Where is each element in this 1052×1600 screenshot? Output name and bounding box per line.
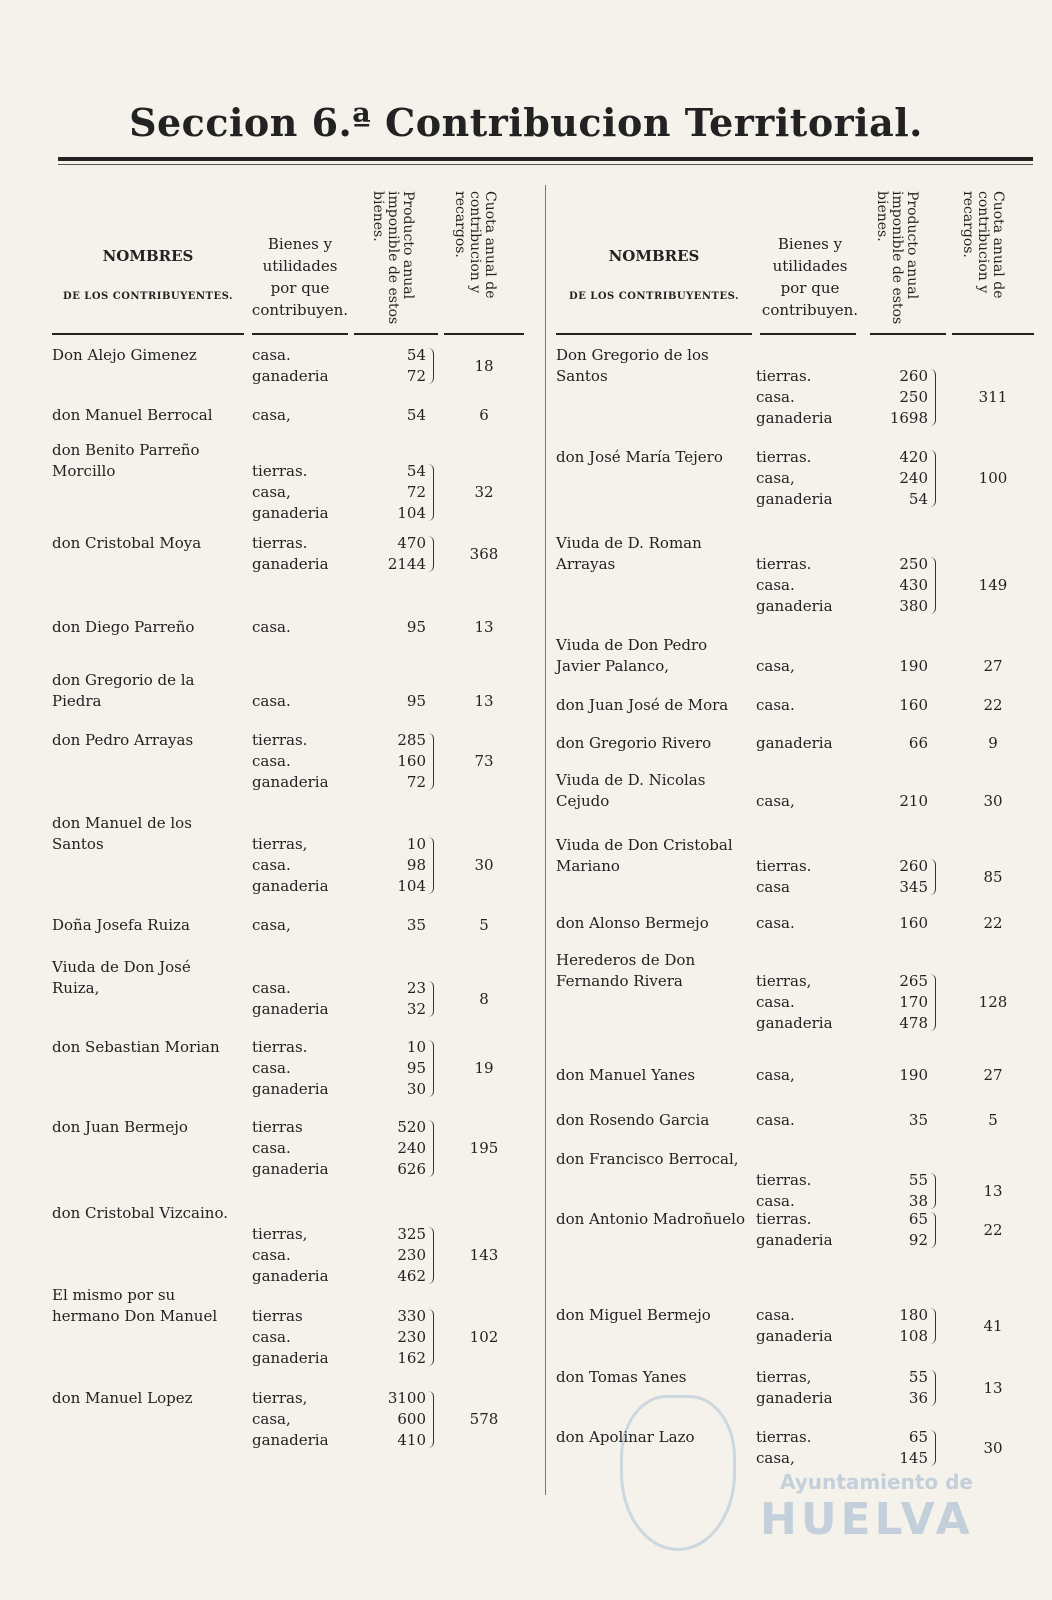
bien-label: ganaderia bbox=[252, 1349, 329, 1367]
bien-label: casa. bbox=[756, 576, 795, 594]
bienes-list bbox=[252, 345, 428, 387]
cuota-value: 195 bbox=[469, 1139, 499, 1157]
header-producto: Producto anual imponible de estos bienes. bbox=[874, 191, 920, 325]
bien-label: ganaderia bbox=[252, 773, 329, 791]
contributor-name: don Apolinar Lazo bbox=[556, 1428, 695, 1446]
brace-mark bbox=[930, 974, 936, 1031]
brace-mark bbox=[930, 450, 936, 507]
bien-label: casa, bbox=[252, 406, 291, 424]
cuota-value: 19 bbox=[474, 1059, 494, 1077]
cuota-value: 143 bbox=[469, 1246, 499, 1264]
producto-value: 54 bbox=[406, 406, 426, 424]
contributor-name: Viuda de Don Pedro Javier Palanco, bbox=[556, 636, 712, 675]
producto-value: 260 bbox=[899, 367, 928, 385]
bien-label: ganaderia bbox=[252, 1267, 329, 1285]
cuota-value: 311 bbox=[978, 388, 1008, 406]
bien-label: casa, bbox=[252, 1410, 291, 1428]
bien-label: tierras, bbox=[756, 1368, 812, 1386]
producto-value: 230 bbox=[397, 1328, 426, 1346]
header-underline bbox=[556, 333, 752, 335]
bien-label: tierras. bbox=[756, 555, 812, 573]
cuota-value: 128 bbox=[978, 993, 1008, 1011]
producto-value: 420 bbox=[899, 448, 928, 466]
bienes-list bbox=[756, 1065, 930, 1086]
cuota-value: 32 bbox=[474, 483, 494, 501]
bien-label: tierras bbox=[252, 1118, 303, 1136]
cuota-value: 6 bbox=[479, 406, 489, 424]
bien-label: tierras. bbox=[756, 448, 812, 466]
bienes-list bbox=[756, 695, 930, 716]
producto-value: 95 bbox=[406, 692, 426, 710]
bien-label: ganaderia bbox=[252, 1000, 329, 1018]
contributor-name: don Pedro Arrayas bbox=[52, 731, 194, 749]
producto-value: 54 bbox=[908, 490, 928, 508]
brace-mark bbox=[428, 1120, 434, 1177]
header-underline bbox=[870, 333, 946, 335]
cuota-value: 85 bbox=[983, 867, 1003, 886]
header-underline bbox=[354, 333, 438, 335]
contributor-name: don Juan José de Mora bbox=[556, 696, 729, 714]
seal-logo bbox=[620, 1395, 736, 1551]
bien-label: ganaderia bbox=[756, 490, 833, 508]
bienes-list bbox=[756, 366, 930, 429]
bien-label: casa, bbox=[756, 1066, 795, 1084]
brace-mark bbox=[930, 1212, 936, 1248]
contributor-name: don Sebastian Morian bbox=[52, 1038, 220, 1056]
bien-label: casa. bbox=[756, 1192, 795, 1210]
bien-label: casa. bbox=[252, 692, 291, 710]
producto-value: 92 bbox=[908, 1231, 928, 1249]
brace-mark bbox=[930, 1370, 936, 1406]
bien-label: tierras. bbox=[756, 1171, 812, 1189]
producto-value: 325 bbox=[397, 1225, 426, 1243]
title-rule-thin bbox=[58, 164, 1033, 165]
bien-label: tierras, bbox=[252, 1225, 308, 1243]
cuota-value: 30 bbox=[983, 1438, 1003, 1457]
producto-value: 55 bbox=[908, 1368, 928, 1386]
bienes-list bbox=[756, 971, 930, 1034]
bien-label: ganaderia bbox=[756, 1231, 833, 1249]
producto-value: 10 bbox=[406, 1038, 426, 1056]
watermark-logo bbox=[760, 1470, 974, 1545]
header-underline bbox=[252, 333, 348, 335]
brace-mark bbox=[428, 464, 434, 521]
bien-label: ganaderia bbox=[756, 734, 833, 752]
cuota-value: 73 bbox=[474, 752, 494, 770]
producto-value: 36 bbox=[908, 1389, 928, 1407]
producto-value: 162 bbox=[397, 1349, 426, 1367]
bien-label: ganaderia bbox=[252, 877, 329, 895]
bien-label: casa. bbox=[252, 1059, 291, 1077]
header-cuota: Cuota anual de contribucion y recargos. bbox=[960, 191, 1006, 299]
producto-value: 2144 bbox=[387, 555, 426, 573]
contributor-name: don José María Tejero bbox=[556, 448, 723, 466]
header-cuota: Cuota anual de contribucion y recargos. bbox=[452, 191, 498, 299]
producto-value: 66 bbox=[908, 734, 928, 752]
producto-value: 330 bbox=[397, 1307, 426, 1325]
contributor-name: don Diego Parreño bbox=[52, 618, 195, 636]
producto-value: 95 bbox=[406, 618, 426, 636]
producto-value: 72 bbox=[406, 773, 426, 791]
contributor-name: Don Gregorio de los Santos bbox=[556, 346, 714, 385]
bien-label: ganaderia bbox=[756, 1389, 833, 1407]
producto-value: 190 bbox=[899, 1066, 928, 1084]
bienes-list bbox=[252, 1117, 428, 1180]
bien-label: casa. bbox=[252, 618, 291, 636]
cuota-value: 5 bbox=[479, 916, 489, 934]
cuota-value: 368 bbox=[469, 544, 499, 563]
producto-value: 210 bbox=[899, 792, 928, 810]
brace-mark bbox=[428, 981, 434, 1017]
brace-mark bbox=[930, 859, 936, 895]
bien-label: tierras, bbox=[756, 972, 812, 990]
cuota-value: 8 bbox=[479, 989, 489, 1008]
contributor-name: don Cristobal Moya bbox=[52, 534, 202, 552]
cuota-value: 27 bbox=[983, 657, 1003, 675]
page-title: Seccion 6.ª Contribucion Territorial. bbox=[129, 100, 923, 145]
cuota-value: 22 bbox=[983, 914, 1003, 932]
bienes-list bbox=[252, 1306, 428, 1369]
bienes-list bbox=[756, 656, 930, 677]
bien-label: casa. bbox=[252, 979, 291, 997]
bien-label: ganaderia bbox=[756, 409, 833, 427]
bien-label: casa. bbox=[756, 993, 795, 1011]
bien-label: casa bbox=[756, 878, 790, 896]
bienes-list bbox=[756, 1427, 930, 1469]
contributor-name: don Benito Parreño Morcillo bbox=[52, 441, 205, 480]
contributor-name: Doña Josefa Ruiza bbox=[52, 916, 190, 934]
bien-label: tierras. bbox=[756, 1428, 812, 1446]
cuota-value: 102 bbox=[469, 1328, 499, 1346]
bien-label: casa. bbox=[756, 914, 795, 932]
bien-label: tierras. bbox=[756, 857, 812, 875]
producto-value: 160 bbox=[397, 752, 426, 770]
producto-value: 65 bbox=[908, 1428, 928, 1446]
contributor-name: don Gregorio de la Piedra bbox=[52, 671, 200, 710]
producto-value: 95 bbox=[406, 1059, 426, 1077]
brace-mark bbox=[930, 1173, 936, 1209]
producto-value: 104 bbox=[397, 877, 426, 895]
bien-label: casa, bbox=[252, 483, 291, 501]
producto-value: 265 bbox=[899, 972, 928, 990]
brace-mark bbox=[930, 557, 936, 614]
producto-value: 520 bbox=[397, 1118, 426, 1136]
producto-value: 72 bbox=[406, 367, 426, 385]
cuota-value: 27 bbox=[983, 1066, 1003, 1084]
producto-value: 160 bbox=[899, 696, 928, 714]
producto-value: 230 bbox=[397, 1246, 426, 1264]
bien-label: casa, bbox=[756, 1449, 795, 1467]
contributor-name: don Juan Bermejo bbox=[52, 1118, 188, 1136]
header-bienes: Bienes y utilidades por que contribuyen. bbox=[251, 235, 349, 319]
producto-value: 626 bbox=[397, 1160, 426, 1178]
table-header bbox=[556, 185, 1034, 335]
bien-label: casa. bbox=[252, 1246, 291, 1264]
watermark-line2: HUELVA bbox=[760, 1494, 974, 1545]
bien-label: tierras, bbox=[252, 1389, 308, 1407]
right-table bbox=[556, 185, 1034, 1467]
contributor-name: don Gregorio Rivero bbox=[556, 734, 712, 752]
producto-value: 160 bbox=[899, 914, 928, 932]
cuota-value: 13 bbox=[474, 692, 494, 710]
brace-mark bbox=[930, 1308, 936, 1344]
header-bienes: Bienes y utilidades por que contribuyen. bbox=[761, 235, 859, 319]
bien-label: tierras. bbox=[756, 367, 812, 385]
bien-label: ganaderia bbox=[252, 1080, 329, 1098]
producto-value: 240 bbox=[397, 1139, 426, 1157]
bien-label: tierras, bbox=[252, 835, 308, 853]
bien-label: casa. bbox=[252, 1328, 291, 1346]
header-names-label: NOMBRES bbox=[102, 247, 194, 265]
brace-mark bbox=[930, 369, 936, 426]
bienes-list bbox=[756, 913, 930, 934]
bien-label: tierras. bbox=[252, 1038, 308, 1056]
producto-value: 35 bbox=[908, 1111, 928, 1129]
producto-value: 10 bbox=[406, 835, 426, 853]
producto-value: 345 bbox=[899, 878, 928, 896]
brace-mark bbox=[930, 1430, 936, 1466]
cuota-value: 13 bbox=[983, 1181, 1003, 1200]
bienes-list bbox=[252, 691, 428, 712]
producto-value: 104 bbox=[397, 504, 426, 522]
bienes-list bbox=[252, 1224, 428, 1287]
bien-label: ganaderia bbox=[252, 1431, 329, 1449]
header-names bbox=[52, 247, 244, 302]
producto-value: 250 bbox=[899, 388, 928, 406]
cuota-value: 30 bbox=[983, 792, 1003, 810]
bienes-list bbox=[252, 461, 428, 524]
brace-mark bbox=[428, 1040, 434, 1097]
producto-value: 380 bbox=[899, 597, 928, 615]
producto-value: 65 bbox=[908, 1210, 928, 1228]
bien-label: ganaderia bbox=[252, 1160, 329, 1178]
contributor-name: Viuda de D. Roman Arrayas bbox=[556, 534, 707, 573]
producto-value: 410 bbox=[397, 1431, 426, 1449]
header-names-label: NOMBRES bbox=[608, 247, 700, 265]
bien-label: casa. bbox=[252, 346, 291, 364]
header-underline bbox=[52, 333, 244, 335]
bienes-list bbox=[252, 617, 428, 638]
contributor-name: don Miguel Bermejo bbox=[556, 1306, 711, 1324]
producto-value: 470 bbox=[397, 534, 426, 552]
brace-mark bbox=[428, 1391, 434, 1448]
cuota-value: 22 bbox=[983, 1220, 1003, 1239]
cuota-value: 13 bbox=[474, 618, 494, 636]
bienes-list bbox=[252, 978, 428, 1020]
producto-value: 600 bbox=[397, 1410, 426, 1428]
producto-value: 180 bbox=[899, 1306, 928, 1324]
bienes-list bbox=[252, 405, 428, 426]
cuota-value: 18 bbox=[474, 356, 494, 375]
bien-label: casa. bbox=[252, 752, 291, 770]
cuota-value: 13 bbox=[983, 1378, 1003, 1397]
producto-value: 55 bbox=[908, 1171, 928, 1189]
header-producto: Producto anual imponible de estos bienes. bbox=[370, 191, 416, 325]
header-underline bbox=[952, 333, 1034, 335]
producto-value: 462 bbox=[397, 1267, 426, 1285]
bien-label: ganaderia bbox=[252, 555, 329, 573]
brace-mark bbox=[428, 536, 434, 572]
brace-mark bbox=[428, 1227, 434, 1284]
producto-value: 190 bbox=[899, 657, 928, 675]
producto-value: 35 bbox=[406, 916, 426, 934]
cuota-value: 5 bbox=[988, 1111, 998, 1129]
bienes-list bbox=[756, 1305, 930, 1347]
bienes-list bbox=[252, 1037, 428, 1100]
contributor-name: El mismo por su hermano Don Manuel bbox=[52, 1286, 218, 1325]
title-rule bbox=[58, 157, 1033, 161]
producto-value: 145 bbox=[899, 1449, 928, 1467]
bien-label: casa. bbox=[252, 856, 291, 874]
bien-label: ganaderia bbox=[756, 597, 833, 615]
producto-value: 478 bbox=[899, 1014, 928, 1032]
bien-label: tierras. bbox=[756, 1210, 812, 1228]
bien-label: casa, bbox=[252, 916, 291, 934]
producto-value: 54 bbox=[406, 462, 426, 480]
contributor-name: don Francisco Berrocal, bbox=[556, 1150, 739, 1168]
header-underline bbox=[760, 333, 856, 335]
bien-label: ganaderia bbox=[252, 367, 329, 385]
bien-label: ganaderia bbox=[756, 1327, 833, 1345]
bienes-list bbox=[756, 733, 930, 754]
cuota-value: 30 bbox=[474, 856, 494, 874]
bienes-list bbox=[756, 1209, 930, 1251]
producto-value: 108 bbox=[899, 1327, 928, 1345]
contributor-name: don Alonso Bermejo bbox=[556, 914, 709, 932]
bienes-list bbox=[756, 1110, 930, 1131]
bien-label: tierras. bbox=[252, 534, 308, 552]
producto-value: 285 bbox=[397, 731, 426, 749]
bien-label: casa. bbox=[252, 1139, 291, 1157]
contributor-name: Viuda de Don Cristobal Mariano bbox=[556, 836, 738, 875]
bien-label: casa. bbox=[756, 388, 795, 406]
producto-value: 240 bbox=[899, 469, 928, 487]
bienes-list bbox=[756, 1170, 930, 1212]
bien-label: casa. bbox=[756, 1111, 795, 1129]
bien-label: ganaderia bbox=[756, 1014, 833, 1032]
producto-value: 30 bbox=[406, 1080, 426, 1098]
header-names bbox=[556, 247, 752, 302]
contributor-name: don Manuel Berrocal bbox=[52, 406, 213, 424]
contributor-name: don Manuel de los Santos bbox=[52, 814, 197, 853]
producto-value: 32 bbox=[406, 1000, 426, 1018]
bienes-list bbox=[756, 554, 930, 617]
cuota-value: 9 bbox=[988, 734, 998, 752]
bienes-list bbox=[252, 834, 428, 897]
bienes-list bbox=[756, 447, 930, 510]
bien-label: tierras. bbox=[252, 731, 308, 749]
bien-label: casa. bbox=[756, 696, 795, 714]
table-header bbox=[52, 185, 524, 335]
left-table bbox=[52, 185, 524, 1449]
producto-value: 250 bbox=[899, 555, 928, 573]
bien-label: casa. bbox=[756, 1306, 795, 1324]
producto-value: 3100 bbox=[387, 1389, 426, 1407]
watermark-line1: Ayuntamiento de bbox=[780, 1470, 973, 1494]
bien-label: casa, bbox=[756, 792, 795, 810]
producto-value: 260 bbox=[899, 857, 928, 875]
cuota-value: 149 bbox=[978, 576, 1008, 594]
producto-value: 170 bbox=[899, 993, 928, 1011]
bienes-list bbox=[252, 1388, 428, 1451]
producto-value: 1698 bbox=[889, 409, 928, 427]
contributor-name: don Tomas Yanes bbox=[556, 1368, 687, 1386]
producto-value: 430 bbox=[899, 576, 928, 594]
header-underline bbox=[444, 333, 524, 335]
bien-label: tierras. bbox=[252, 462, 308, 480]
bien-label: casa, bbox=[756, 657, 795, 675]
column-divider bbox=[545, 185, 546, 1495]
header-names-sub: DE LOS CONTRIBUYENTES. bbox=[63, 291, 233, 302]
bien-label: casa, bbox=[756, 469, 795, 487]
contributor-name: don Antonio Madroñuelo bbox=[556, 1210, 746, 1228]
contributor-name: Herederos de Don Fernando Rivera bbox=[556, 951, 700, 990]
bien-label: tierras bbox=[252, 1307, 303, 1325]
brace-mark bbox=[428, 1309, 434, 1366]
cuota-value: 22 bbox=[983, 696, 1003, 714]
producto-value: 54 bbox=[406, 346, 426, 364]
bienes-list bbox=[252, 533, 428, 575]
producto-value: 23 bbox=[406, 979, 426, 997]
bienes-list bbox=[252, 730, 428, 793]
contributor-name: Viuda de D. Nicolas Cejudo bbox=[556, 771, 711, 810]
cuota-value: 100 bbox=[978, 469, 1008, 487]
contributor-name: don Manuel Lopez bbox=[52, 1389, 193, 1407]
bienes-list bbox=[756, 1367, 930, 1409]
contributor-name: don Cristobal Vizcaino. bbox=[52, 1204, 228, 1222]
cuota-value: 41 bbox=[983, 1316, 1003, 1335]
contributor-name: Viuda de Don José Ruiza, bbox=[52, 958, 196, 997]
bienes-list bbox=[252, 915, 428, 936]
header-names-sub: DE LOS CONTRIBUYENTES. bbox=[569, 291, 739, 302]
brace-mark bbox=[428, 733, 434, 790]
producto-value: 38 bbox=[908, 1192, 928, 1210]
bienes-list bbox=[756, 856, 930, 898]
contributor-name: don Manuel Yanes bbox=[556, 1066, 696, 1084]
brace-mark bbox=[428, 837, 434, 894]
bienes-list bbox=[756, 791, 930, 812]
brace-mark bbox=[428, 348, 434, 384]
producto-value: 98 bbox=[406, 856, 426, 874]
cuota-value: 578 bbox=[469, 1410, 499, 1428]
producto-value: 72 bbox=[406, 483, 426, 501]
bien-label: ganaderia bbox=[252, 504, 329, 522]
contributor-name: don Rosendo Garcia bbox=[556, 1111, 710, 1129]
contributor-name: Don Alejo Gimenez bbox=[52, 346, 197, 364]
